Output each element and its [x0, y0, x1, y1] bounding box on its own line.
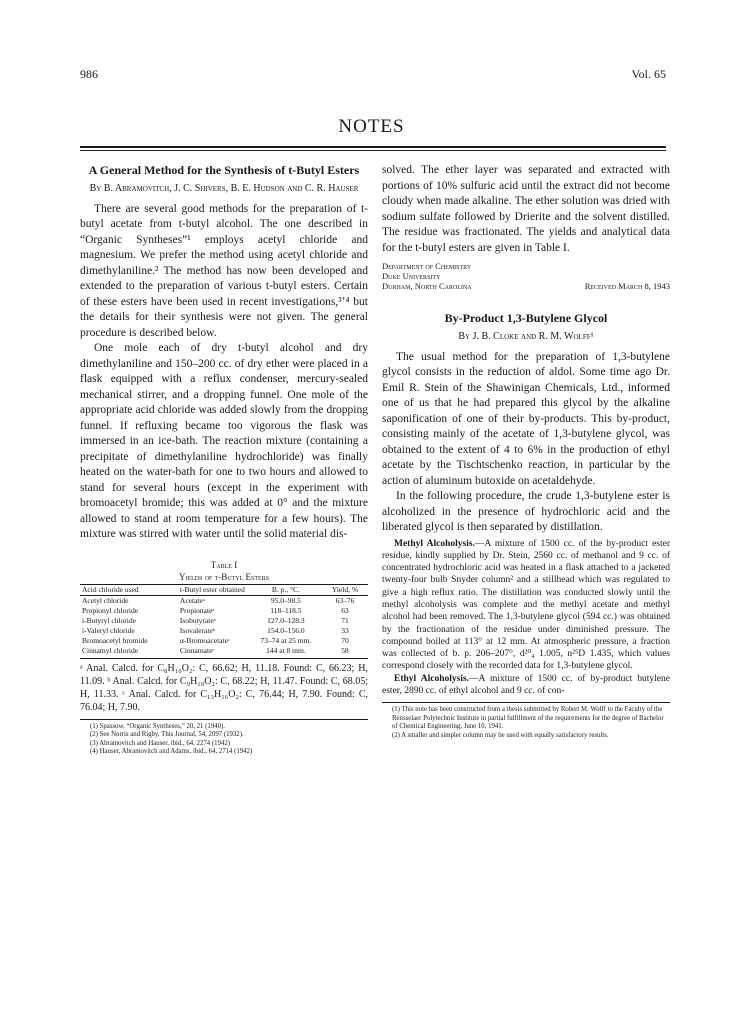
footnote: (1) Spassow, “Organic Syntheses,” 20, 21 (1940). — [90, 722, 225, 730]
table-cell: Propionyl chloride — [82, 605, 139, 615]
table-cell: α-Bromoacetateᶜ — [179, 635, 230, 645]
table-cell: 71 — [341, 615, 349, 625]
section-title: NOTES — [338, 116, 405, 137]
affiliation-line: Duke University — [382, 271, 441, 281]
footnote: (4) Hauser, Abramovitch and Adams, ibid., 64, 2714 (1942) — [90, 748, 253, 755]
header-rule-thick — [80, 146, 666, 148]
article-paragraph: One mole each of dry t-butyl alcohol and dry dimethylaniline and 150–200 cc. of dry ether were placed in a flask equipped with a reflux condenser, mercury-sealed mechanical stirrer, and a dropping funnel. One mole of the appropriate acid chloride was added slowly from the dropping funnel. If refluxing became too vigorous the flask was immersed in an ice-bath. The reaction mixture (containing a precipitate of dimethylaniline hydrochloride) was finally heated on the water-bath for one to two hours and allowed to stand for several hours (except in the experiment with bromoacetyl bromide; this was added at 0° and the mixture allowed to stand at room temperature for a few hours). The mixture was stirred with water until the solid material dis- — [80, 342, 368, 540]
footnote: (2) See Norris and Rigby, This Journal, 54, 2097 (1932). — [90, 731, 244, 738]
table-cell: 63 — [341, 605, 349, 615]
table-cell: 33 — [341, 625, 349, 635]
table-cell: 58 — [322, 646, 368, 659]
table-row — [80, 606, 368, 616]
affiliation-line: Durham, North Carolina — [382, 281, 472, 291]
table-title: Yields of t-Butyl Esters — [178, 571, 270, 582]
table-cell: 154.0–156.0 — [267, 625, 305, 635]
table-header-cell: B. p., °C. — [250, 584, 322, 595]
table-row — [80, 626, 368, 636]
table-cell: 63–76 — [335, 595, 355, 605]
table-cell: 144 at 8 mm. — [250, 646, 322, 659]
table-header-cell: Acid chloride used — [80, 584, 178, 595]
table-cell: Isobutyrateᵃ — [179, 615, 216, 625]
table-cell: 118–118.5 — [270, 605, 302, 615]
table-cell: i-Butyryl chloride — [82, 615, 136, 625]
affiliation-line: Department of Chemistry — [382, 261, 472, 271]
page-number: 986 — [80, 67, 98, 81]
article-paragraph: solved. The ether layer was separated and extracted with portions of 10% sulfuric acid until the extract did not become cloudy when made alkaline. The ether solution was dried with sodium sulfate followed by Drierite and the solvent distilled. The residue was fractionated. The yields and analytical data for the t-butyl esters are given in Table I. — [382, 164, 670, 254]
article-title: A General Method for the Synthesis of t-Butyl Esters — [88, 163, 360, 177]
volume-label: Vol. 65 — [631, 67, 666, 81]
footnote: (1) This note has been constructed from a thesis submitted by Robert M. Wolff to the Faculty of the Rensselaer Polytechnic Institute in partial fulfillment of the requirements for the degree of Bachelor of Chemical Engineering, June 10, 1941. — [392, 706, 664, 731]
article-title: By-Product 1,3-Butylene Glycol — [444, 311, 608, 325]
table-cell: Acetateᵃ — [179, 595, 205, 605]
table-cell: i-Valeryl chloride — [82, 625, 135, 635]
table-row — [80, 636, 368, 646]
table-cell: 95.0–98.5 — [270, 595, 301, 605]
left-column — [80, 163, 368, 757]
footnote-rule — [80, 719, 368, 720]
table-label: Table I — [210, 559, 238, 570]
table-cell: Isovalerateᵇ — [179, 625, 216, 635]
affiliation — [382, 261, 670, 291]
table-cell: 127.0–128.3 — [267, 615, 305, 625]
table-row — [80, 595, 368, 606]
table-cell: Bromoacetyl bromide — [82, 635, 148, 645]
article-byline: By J. B. Cloke and R. M. Wolff¹ — [458, 330, 594, 342]
article-paragraph: The usual method for the preparation of 1,3-butylene glycol consists in the reduction of aldol. Some time ago Dr. Emil R. Stein of the Shawinigan Chemicals, Ltd., informed one of us that he had prepared this glycol by the alkaline saponification of one of their by-products. This by-product, consisting mainly of the acetate of 1,3-butylene glycol, was obtained to the extent of 4 to 6% in the production of ethyl acetate by the Tischtschenko reaction, in particular by the action of aluminum butoxide on acetaldehyde. — [382, 350, 670, 487]
article-paragraph: In the following procedure, the crude 1,3-butylene ester is alcoholized in the presence of hydrochloric acid and the liberated glycol is then separated by distillation. — [382, 490, 670, 533]
subsection-heading: Methyl Alcoholysis. — [394, 538, 475, 549]
header-rule-thin — [80, 150, 666, 151]
article-paragraph: There are several good methods for the preparation of t-butyl acetate from t-butyl alcohol. The one described in “Organic Syntheses”¹ employs acetyl chloride and magnesium. We prefer the method using acetyl chloride and dimethylaniline.² The method has now been developed and extended to the preparation of various t-butyl esters. Certain of these esters have been used in recent investigations,³ʼ⁴ but the details for their synthesis were not given. The general procedure is described below. — [80, 202, 368, 339]
table-row — [80, 616, 368, 626]
table-row — [80, 646, 368, 659]
subsection-paragraph — [382, 538, 670, 673]
table-cell: 73–74 at 25 mm. — [260, 635, 312, 645]
footnote-rule — [382, 702, 670, 703]
subsection-paragraph — [382, 673, 670, 698]
table-cell: Cinnamateᶜ — [178, 646, 250, 659]
running-header — [80, 67, 666, 83]
footnote: (2) A smaller and simpler column may be used with equally satisfactory results. — [392, 731, 609, 739]
article-byline: By B. Abramovitch, J. C. Shivers, B. E. Hudson and C. R. Hauser — [89, 182, 359, 194]
subsection-text: —A mixture of 1500 cc. of by-product butylene ester, 2890 cc. of ethyl alcohol and 9 cc. of con- — [382, 673, 670, 697]
right-column — [382, 163, 670, 740]
table-header-cell: t-Butyl ester obtained — [178, 584, 250, 595]
table-header-cell: Yield, % — [322, 584, 368, 595]
subsection-heading: Ethyl Alcoholysis. — [394, 673, 470, 684]
table-cell: 70 — [341, 635, 349, 645]
received-date: Received March 8, 1943 — [584, 281, 670, 291]
table-notes: ᵃ Anal. Calcd. for C₈H₁₆O₂: C, 66.62; H, 11.18. Found: C, 66.23; H, 11.09. ᵇ Anal. Calcd. for C₉H₁₈O₂: C, 68.22; H, 11.47. Found: C, 68.05; H, 11.33. ᶜ Anal. Calcd. for C₁₃H₁₆O₂: C, 76.44; H, 7.90. Found: C, 76.04; H, 7.90. — [80, 662, 368, 713]
yields-table — [80, 584, 368, 659]
footnotes — [80, 723, 368, 757]
table-cell: Cinnamyl chloride — [80, 646, 178, 659]
yields-table-block — [80, 559, 368, 714]
table-cell: Acetyl chloride — [82, 595, 129, 605]
footnote: (3) Abramovitch and Hauser, ibid., 64, 2274 (1942) — [90, 739, 230, 747]
table-cell: Propionateᵃ — [179, 605, 215, 615]
subsection-text: —A mixture of 1500 cc. of the by-product ester residue, kindly supplied by Dr. Stein, 2560 cc. of methanol and 9 cc. of concentrated hydrochloric acid was heated in a flask attached to a jacketed twenty-four bulb Snyder column² and a stillhead which was regulated to give a high reflux ratio. The distillation was conducted slowly until the methyl alcoholysis was complete and the methyl acetate and methyl alcohol had been removed. The 1,3-butylene glycol (594 cc.) was obtained by the fractionation of the residue under diminished pressure. The compound boiled at 113° at 12 mm. At atmospheric pressure, a fraction was collected of b. p. 206–207°, d²⁰₄ 1.005, n²⁵D 1.435, which values correspond closely with the recorded data for 1,3-butylene glycol. — [382, 538, 670, 672]
footnotes — [382, 706, 670, 740]
